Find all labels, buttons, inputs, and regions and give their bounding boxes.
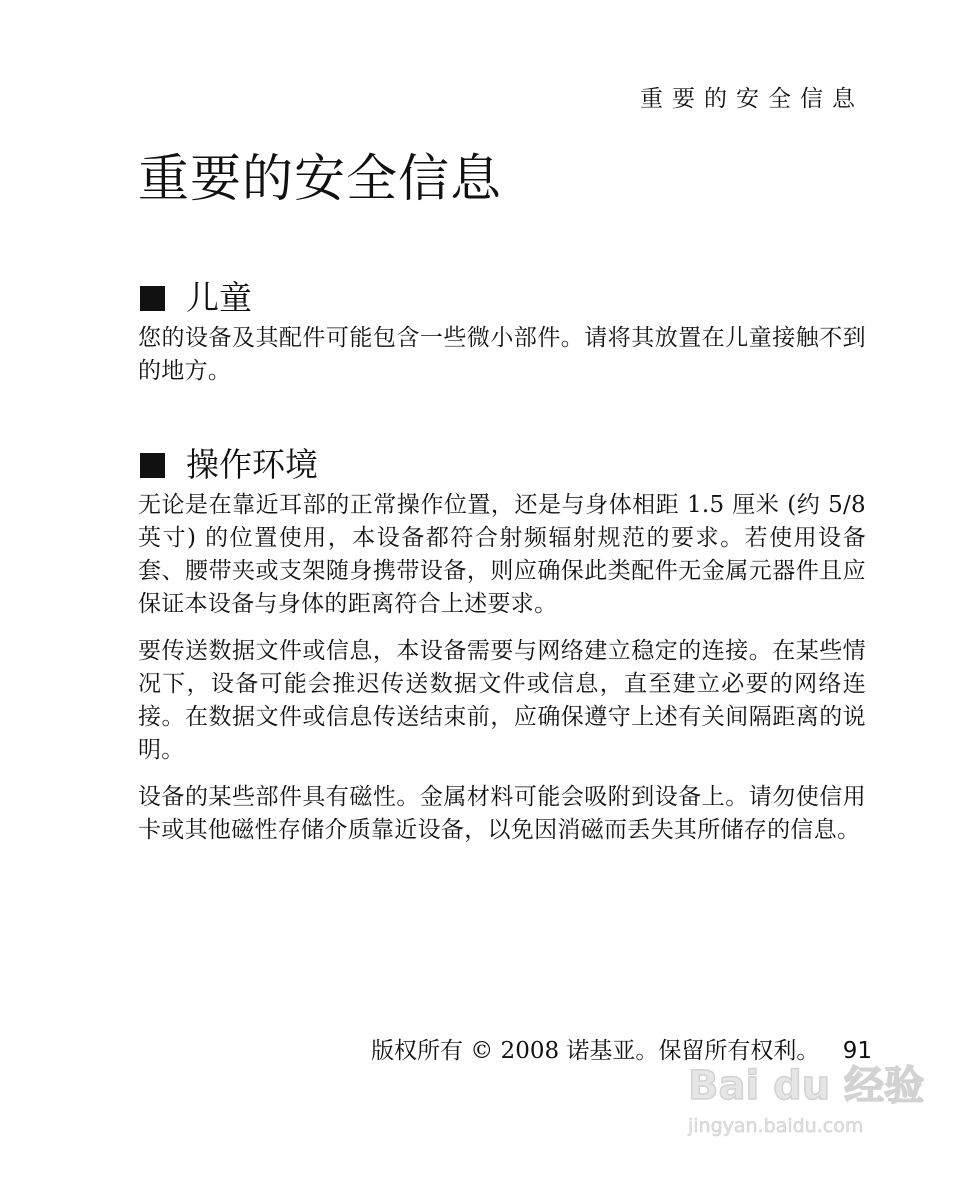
paragraph: 无论是在靠近耳部的正常操作位置，还是与身体相距 1.5 厘米 (约 5/8 英寸) 的位置使用，本设备都符合射频辐射规范的要求。若使用设备套、腰带夹或支架随身携带设备，则应确保此类配件无金属元器件且应保证本设备与身体的距离符合上述要求。	[138, 492, 866, 617]
baidu-jingyan-watermark	[688, 1062, 925, 1152]
watermark-url: jingyan.baidu.com	[688, 1115, 864, 1137]
square-bullet-icon	[140, 453, 165, 478]
page-number: 91	[842, 1038, 872, 1064]
section-heading-text: 儿童	[186, 278, 252, 317]
copyright-notice: 版权所有 © 2008 诺基亚。保留所有权利。	[370, 1038, 820, 1064]
section-heading	[138, 444, 866, 486]
page-title: 重要的安全信息	[138, 150, 503, 209]
watermark-logo: Bai du 经验	[688, 1063, 925, 1109]
paragraph: 您的设备及其配件可能包含一些微小部件。请将其放置在儿童接触不到的地方。	[138, 325, 866, 384]
section-heading	[138, 277, 866, 319]
section-children	[138, 277, 866, 388]
running-header: 重要的安全信息	[640, 86, 864, 112]
section-heading-text: 操作环境	[186, 445, 318, 484]
section-operating-environment	[138, 444, 866, 847]
paragraph: 要传送数据文件或信息，本设备需要与网络建立稳定的连接。在某些情况下，设备可能会推迟传送数据文件或信息，直至建立必要的网络连接。在数据文件或信息传送结束前，应确保遵守上述有关间隔距离的说明。	[138, 638, 866, 763]
square-bullet-icon	[140, 286, 165, 311]
paragraph: 设备的某些部件具有磁性。金属材料可能会吸附到设备上。请勿使信用卡或其他磁性存储介质靠近设备，以免因消磁而丢失其所储存的信息。	[138, 784, 866, 843]
